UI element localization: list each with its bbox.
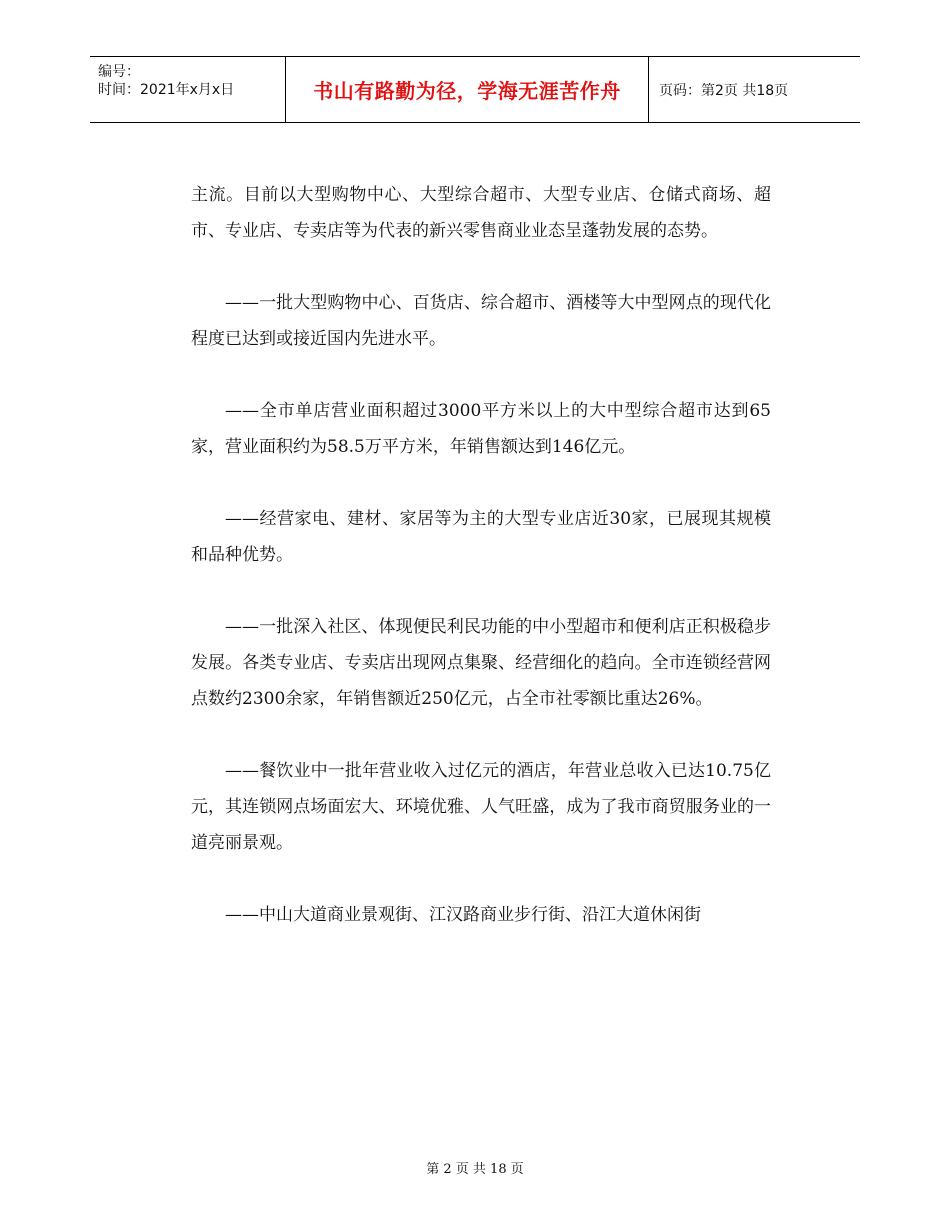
paragraph: ——一批深入社区、体现便民利民功能的中小型超市和便利店正积极稳步发展。各类专业店、专卖店出现网点集聚、经营细化的趋向。全市连锁经营网点数约2300余家，年销售额近250亿元，占全市社零额比重达26%。 [191,617,771,709]
page-header [90,56,860,123]
paragraph: ——中山大道商业景观街、江汉路商业步行街、沿江大道休闲街 [225,905,701,925]
paragraph: ——全市单店营业面积超过3000平方米以上的大中型综合超市达到65家，营业面积约为58.5万平方米，年销售额达到146亿元。 [191,401,771,457]
paragraph: 主流。目前以大型购物中心、大型综合超市、大型专业店、仓储式商场、超市、专业店、专卖店等为代表的新兴零售商业业态呈蓬勃发展的态势。 [191,185,771,241]
code-label: 编号： [98,64,140,80]
page-footer: 第 2 页 共 18 页 [426,1162,524,1177]
header-motto: 书山有路勤为径，学海无涯苦作舟 [313,79,621,103]
header-meta [90,57,286,122]
time-label: 时间：2021年x月x日 [98,82,235,98]
header-motto-cell [286,57,649,122]
document-body [191,177,771,969]
header-page-info: 页码：第2页 共18页 [659,82,789,99]
paragraph: ——餐饮业中一批年营业收入过亿元的酒店，年营业总收入已达10.75亿元，其连锁网点场面宏大、环境优雅、人气旺盛，成为了我市商贸服务业的一道亮丽景观。 [191,761,771,853]
header-page-info-cell [649,57,860,122]
paragraph: ——一批大型购物中心、百货店、综合超市、酒楼等大中型网点的现代化程度已达到或接近国内先进水平。 [191,293,771,349]
paragraph: ——经营家电、建材、家居等为主的大型专业店近30家，已展现其规模和品种优势。 [191,509,771,565]
